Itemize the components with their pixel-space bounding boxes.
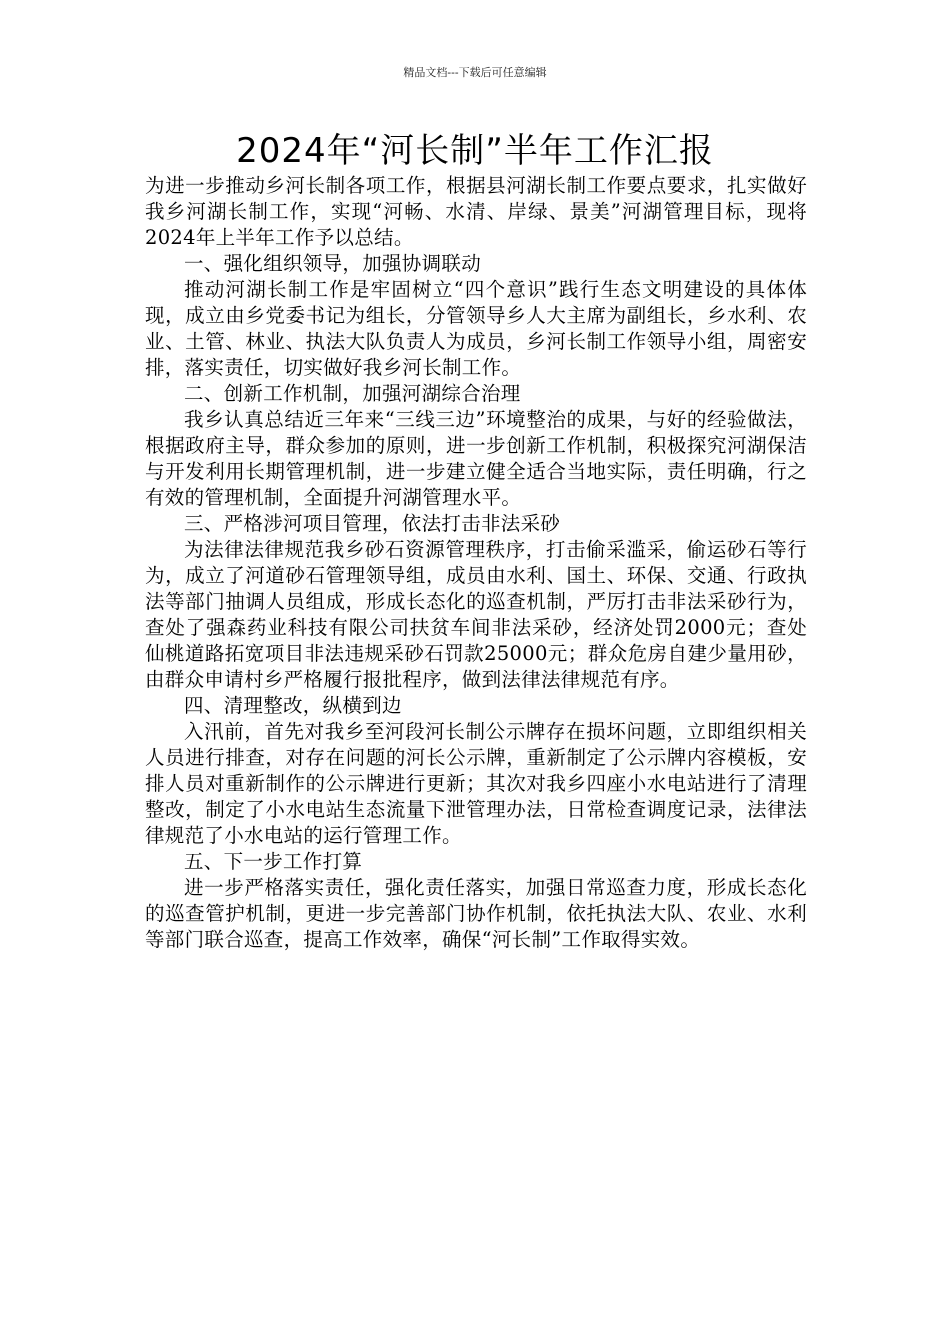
section-heading-1: 一、强化组织领导，加强协调联动 (184, 252, 482, 275)
section-body-3: 为法律法律规范我乡砂石资源管理秩序，打击偷采滥采，偷运砂石等行为，成立了河道砂石管理领导组，成员由水利、国土、环保、交通、行政执法等部门抽调人员组成，形成长态化的巡查机制，严厉打击非法采砂行为，查处了强森药业科技有限公司扶贫车间非法采砂，经济处罚2000元；查处仙桃道路拓宽项目非法违规采砂石罚款25000元；群众危房自建少量用砂，由群众申请村乡严格履行报批程序，做到法律法律规范有序。 (145, 538, 807, 691)
section-body-1: 推动河湖长制工作是牢固树立“四个意识”践行生态文明建设的具体体现，成立由乡党委书记为组长，分管领导乡人大主席为副组长，乡水利、农业、土管、林业、执法大队负责人为成员，乡河长制工作领导小组，周密安排，落实责任，切实做好我乡河长制工作。 (145, 278, 807, 379)
document-body (145, 173, 807, 953)
section-heading-4: 四、清理整改，纵横到边 (184, 694, 402, 717)
intro-paragraph: 为进一步推动乡河长制各项工作，根据县河湖长制工作要点要求，扎实做好我乡河湖长制工作，实现“河畅、水清、岸绿、景美”河湖管理目标，现将2024年上半年工作予以总结。 (145, 174, 807, 249)
section-body-4: 入汛前，首先对我乡至河段河长制公示牌存在损坏问题，立即组织相关人员进行排查，对存在问题的河长公示牌，重新制定了公示牌内容模板，安排人员对重新制作的公示牌进行更新；其次对我乡四座小水电站进行了清理整改，制定了小水电站生态流量下泄管理办法，日常检查调度记录，法律法律规范了小水电站的运行管理工作。 (145, 720, 807, 847)
document-title: 2024年“河长制”半年工作汇报 (236, 131, 714, 171)
page-header: 精品文档---下载后可任意编辑 (403, 66, 547, 79)
section-body-5: 进一步严格落实责任，强化责任落实，加强日常巡查力度，形成长态化的巡查管护机制，更进一步完善部门协作机制，依托执法大队、农业、水利等部门联合巡查，提高工作效率，确保“河长制”工作取得实效。 (145, 876, 807, 951)
section-heading-2: 二、创新工作机制，加强河湖综合治理 (184, 382, 521, 405)
section-body-2: 我乡认真总结近三年来“三线三边”环境整治的成果，与好的经验做法，根据政府主导，群众参加的原则，进一步创新工作机制，积极探究河湖保洁与开发利用长期管理机制，进一步建立健全适合当地实际，责任明确，行之有效的管理机制，全面提升河湖管理水平。 (145, 408, 807, 509)
section-heading-5: 五、下一步工作打算 (184, 850, 363, 873)
section-heading-3: 三、严格涉河项目管理，依法打击非法采砂 (184, 512, 561, 535)
